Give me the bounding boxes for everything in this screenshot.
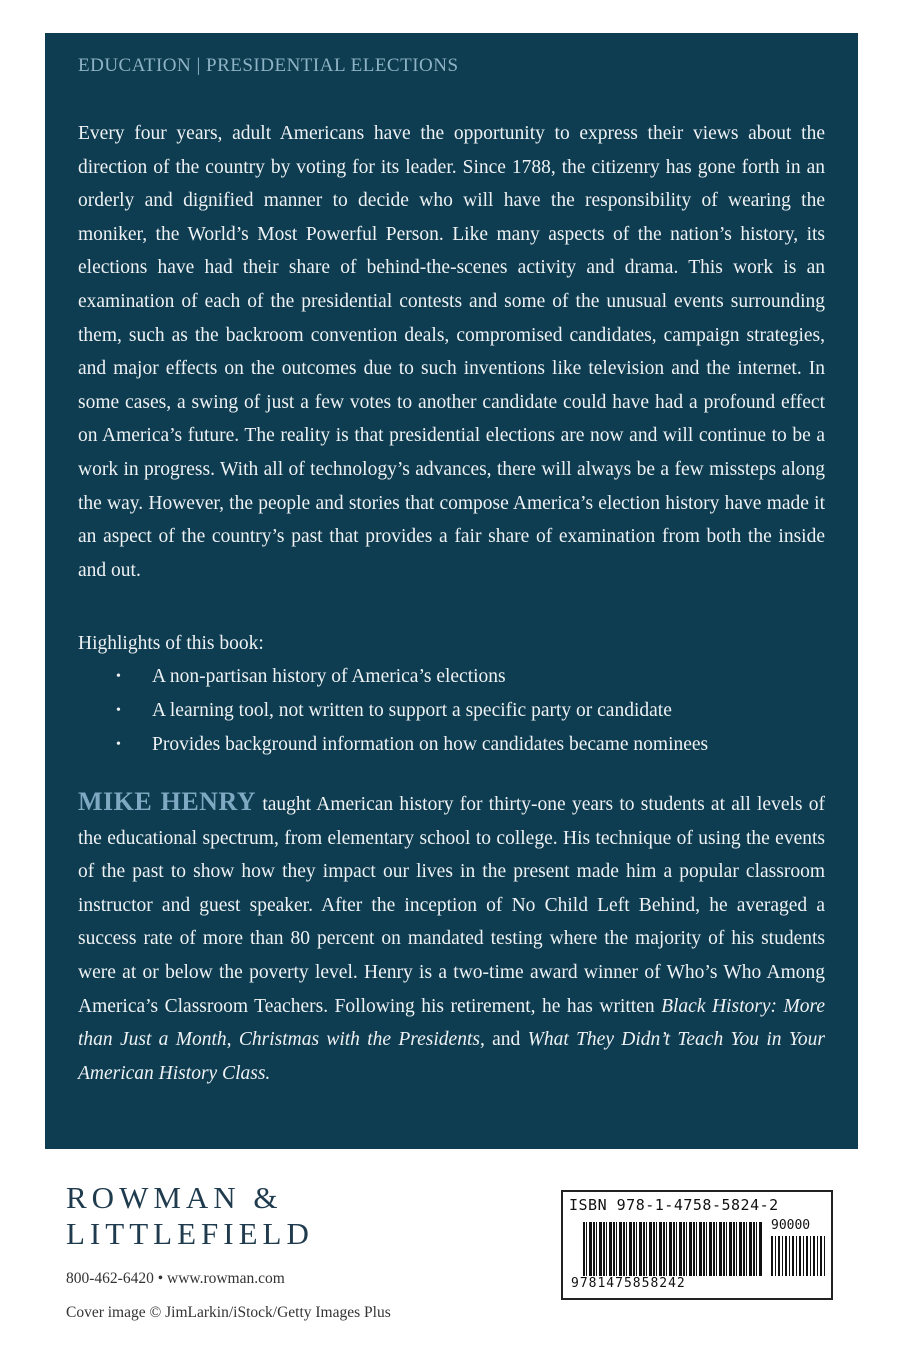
list-item <box>116 694 825 728</box>
publisher-block <box>66 1180 314 1288</box>
bullet-icon: • <box>116 736 121 752</box>
category-label: EDUCATION | PRESIDENTIAL ELECTIONS <box>78 55 459 76</box>
book-description: Every four years, adult Americans have the opportunity to express their views about the direction of the country by voting for its leader. Since 1788, the citizenry has gone forth in an orderly and dignified manner to decide who will have the responsibility of wearing the moniker, the World’s Most Powerful Person. Like many aspects of the nation’s history, its elections have had their share of behind-the-scenes activity and drama. This work is an examination of each of the presidential contests and some of the unusual events surrounding them, such as the backroom convention deals, compromised candidates, campaign strategies, and major effects on the outcomes due to such inventions like television and the internet. In some cases, a swing of just a few votes to another candidate could have had a profound effect on America’s future. The reality is that presidential elections are now and will continue to be a work in progress. With all of technology’s advances, there will always be a few missteps along the way. However, the people and stories that compose America’s election history have made it an aspect of the country’s past that provides a fair share of examination from both the inside and out. <box>78 123 825 581</box>
isbn-text: ISBN 978-1-4758-5824-2 <box>569 1196 779 1214</box>
highlight-text: A non-partisan history of America’s elections <box>152 666 506 688</box>
cover-image-credit: Cover image © JimLarkin/iStock/Getty Images Plus <box>66 1304 391 1321</box>
publisher-logo-line-1: ROWMAN & <box>66 1180 283 1215</box>
book-title-2: Christmas with the Presidents <box>238 1029 480 1051</box>
author-name: MIKE HENRY <box>78 787 257 817</box>
publisher-logo-line-2: LITTLEFIELD <box>66 1216 314 1251</box>
price-addon-number: 90000 <box>771 1218 811 1233</box>
back-cover-panel <box>45 33 858 1149</box>
bio-text: taught American history for thirty-one years to students at all levels of the educational spectrum, from elementary school to college. His technique of using the events of the past to show how they impact our lives in the present made him a popular classroom instructor and guest speaker. After the inception of No Child Left Behind, he averaged a success rate of more than 80 percent on mandated testing where the majority of his students were at or below the poverty level. Henry is a two-time award winner of Who’s Who Among America’s Classroom Teachers. Following his retirement, he has written <box>78 794 825 1017</box>
list-item <box>116 660 825 694</box>
book-title-3: What They Didn’t Teach You in Your American History Class. <box>78 1029 825 1084</box>
highlights-list <box>78 660 825 761</box>
publisher-contact: 800-462-6420 • www.rowman.com <box>66 1270 285 1287</box>
addon-barcode-icon <box>771 1236 825 1276</box>
highlight-text: A learning tool, not written to support a specific party or candidate <box>152 699 672 721</box>
highlights-heading: Highlights of this book: <box>78 633 264 655</box>
highlight-text: Provides background information on how candidates became nominees <box>152 733 709 755</box>
isbn-barcode <box>561 1190 833 1300</box>
separator: , and <box>479 1029 528 1051</box>
book-title-1: Black History: More than Just a Month <box>78 995 825 1051</box>
list-item <box>116 728 825 762</box>
author-bio <box>78 785 825 1090</box>
bullet-icon: • <box>116 702 121 718</box>
ean-number: 9781475858242 <box>571 1276 686 1291</box>
separator: , <box>226 1029 239 1051</box>
bullet-icon: • <box>116 669 121 685</box>
barcode-bars-icon <box>583 1222 763 1276</box>
